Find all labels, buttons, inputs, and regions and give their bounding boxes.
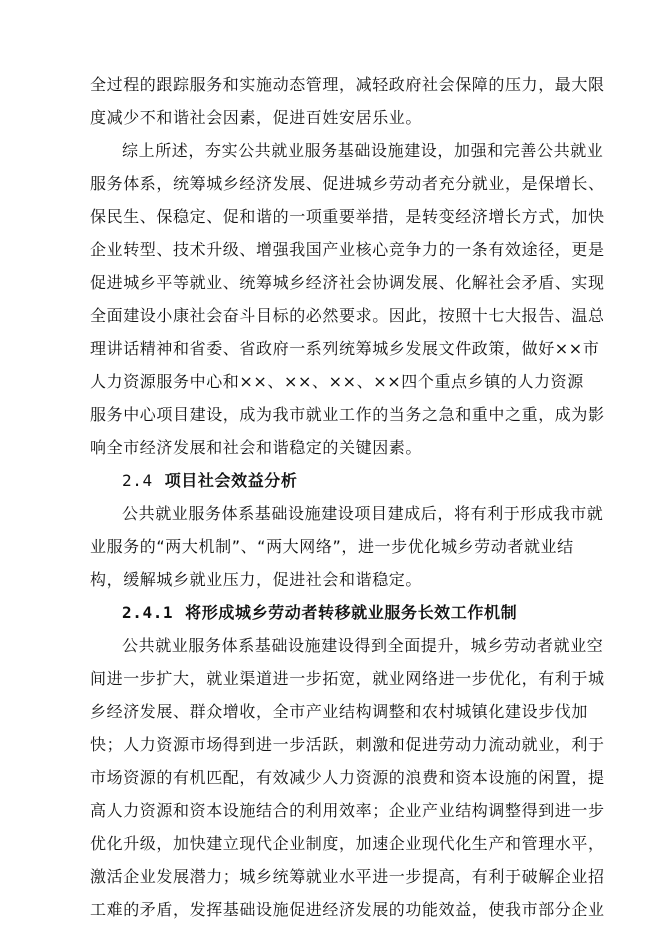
text-line: 服务体系，统筹城乡经济发展、促进城乡劳动者充分就业，是保增长、: [90, 174, 605, 193]
text-line: 业服务的“两大机制”、“两大网络”，进一步优化城乡劳动者就业结: [90, 537, 574, 556]
text-line: 激活企业发展潜力；城乡统筹就业水平进一步提高，有利于破解企业招: [90, 867, 605, 886]
text-line: 全过程的跟踪服务和实施动态管理，减轻政府社会保障的压力，最大限: [90, 75, 605, 94]
text-line: 公共就业服务体系基础设施建设得到全面提升，城乡劳动者就业空: [122, 636, 604, 655]
text-line: 企业转型、技术升级、增强我国产业核心竞争力的一条有效途径，更是: [90, 240, 605, 259]
text-line: 综上所述，夯实公共就业服务基础设施建设，加强和完善公共就业: [122, 141, 604, 160]
text-line: 全面建设小康社会奋斗目标的必然要求。因此，按照十七大报告、温总: [90, 306, 605, 325]
section-title: 将形成城乡劳动者转移就业服务长效工作机制: [185, 603, 518, 622]
text-line: 响全市经济发展和社会和谐稳定的关键因素。: [90, 438, 423, 457]
text-line: 构，缓解城乡就业压力，促进社会和谐稳定。: [90, 570, 423, 589]
section-heading-2-4-1: [122, 602, 517, 624]
text-line: 公共就业服务体系基础设施建设项目建成后，将有利于形成我市就: [122, 504, 604, 523]
text-line: 高人力资源和资本设施结合的利用效率；企业产业结构调整得到进一步: [90, 801, 605, 820]
text-line: 理讲话精神和省委、省政府一系列统筹城乡发展文件政策，做好××市: [90, 339, 600, 358]
text-line: 优化升级，加快建立现代企业制度，加速企业现代化生产和管理水平，: [90, 834, 605, 853]
text-line: 服务中心项目建设，成为我市就业工作的当务之急和重中之重，成为影: [90, 405, 605, 424]
section-number: 2.4.1: [122, 603, 174, 622]
text-line: 促进城乡平等就业、统筹城乡经济社会协调发展、化解社会矛盾、实现: [90, 273, 605, 292]
text-line: 保民生、保稳定、促和谐的一项重要举措，是转变经济增长方式，加快: [90, 207, 605, 226]
text-line: 工难的矛盾，发挥基础设施促进经济发展的功能效益，使我市部分企业: [90, 900, 605, 919]
section-heading-2-4: [122, 470, 298, 492]
section-number: 2.4: [122, 471, 153, 490]
text-line: 度减少不和谐社会因素，促进百姓安居乐业。: [90, 108, 423, 127]
text-line: 快；人力资源市场得到进一步活跃，刺激和促进劳动力流动就业，利于: [90, 735, 605, 754]
text-line: 乡经济发展、群众增收，全市产业结构调整和农村城镇化建设步伐加: [90, 702, 589, 721]
text-line: 市场资源的有机匹配，有效减少人力资源的浪费和资本设施的闲置，提: [90, 768, 605, 787]
text-line: 人力资源服务中心和××、××、××、××四个重点乡镇的人力资源: [90, 372, 584, 391]
text-line: 间进一步扩大，就业渠道进一步拓宽，就业网络进一步优化，有利于城: [90, 669, 605, 688]
section-title: 项目社会效益分析: [164, 471, 298, 490]
